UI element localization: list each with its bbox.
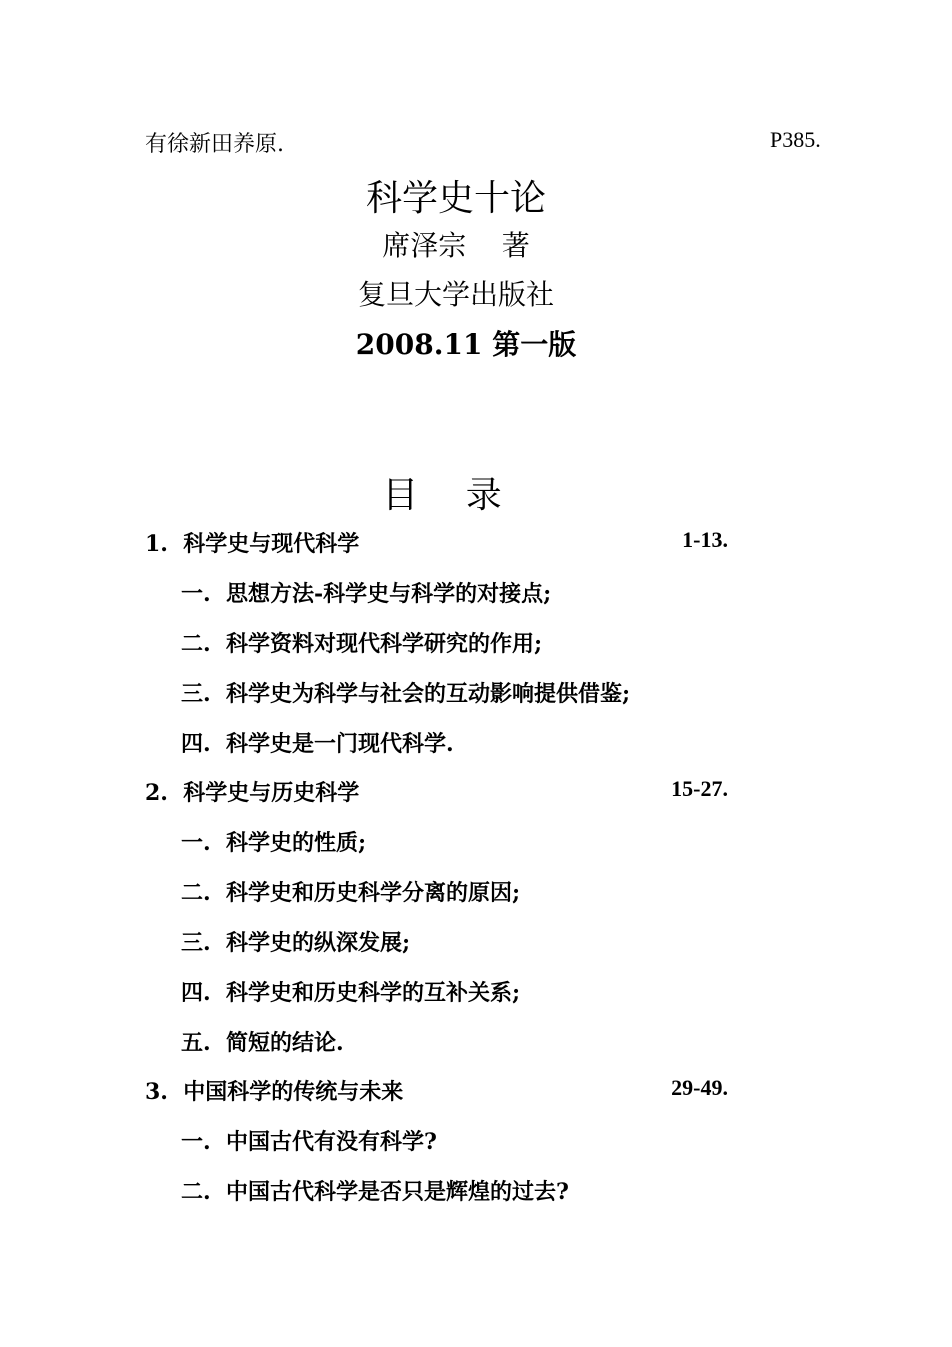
toc-section: 一. 科学史的性质;: [181, 830, 367, 856]
book-author: 席泽宗 著: [382, 229, 530, 262]
book-publisher: 复旦大学出版社: [357, 278, 554, 311]
toc-section: 三. 科学史的纵深发展;: [181, 930, 411, 956]
header-note-left: 有徐新田养原.: [145, 132, 284, 157]
book-title: 科学史十论: [365, 178, 546, 219]
toc-section: 二. 科学史和历史科学分离的原因;: [181, 880, 521, 906]
chapter-pages: 1-13.: [682, 527, 728, 552]
toc-section: 一. 中国古代有没有科学?: [181, 1129, 437, 1155]
toc-heading: 目 录: [382, 475, 520, 516]
toc-chapter-3: [145, 1075, 728, 1105]
toc-section: 二. 中国古代科学是否只是辉煌的过去?: [181, 1179, 569, 1205]
toc-section: 四. 科学史和历史科学的互补关系;: [181, 980, 521, 1006]
book-edition: 2008.11 第一版: [355, 328, 577, 361]
chapter-title: 2. 科学史与历史科学: [145, 780, 360, 806]
chapter-title: 1. 科学史与现代科学: [145, 531, 360, 557]
toc-chapter-1: [145, 527, 728, 557]
toc-section: 三. 科学史为科学与社会的互动影响提供借鉴;: [181, 681, 631, 707]
header-page-reference: P385.: [770, 127, 821, 152]
toc-section: 二. 科学资料对现代科学研究的作用;: [181, 631, 543, 657]
chapter-pages: 29-49.: [671, 1075, 728, 1100]
toc-section: 四. 科学史是一门现代科学.: [181, 731, 454, 757]
toc-chapter-2: [145, 776, 728, 806]
chapter-pages: 15-27.: [671, 776, 728, 801]
chapter-title: 3. 中国科学的传统与未来: [145, 1079, 404, 1105]
toc-section: 一. 思想方法-科学史与科学的对接点;: [181, 581, 552, 607]
toc-section: 五. 简短的结论.: [181, 1030, 344, 1056]
